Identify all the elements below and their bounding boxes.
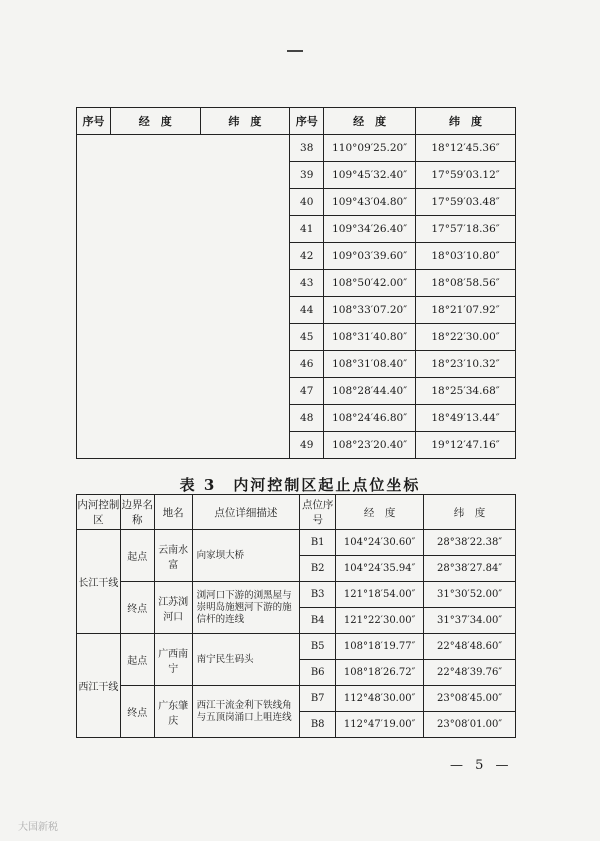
point-no-cell: B3 [300,582,336,608]
seq-cell: 47 [290,378,324,405]
latitude-cell: 18°22′30.00″ [416,324,516,351]
description-cell: 浏河口下游的浏黑屋与崇明岛施翘河下游的施信杆的连线 [192,582,300,634]
point-no-cell: B8 [300,712,336,738]
header-region: 内河控制区 [77,495,121,530]
longitude-cell: 121°22′30.00″ [336,608,424,634]
longitude-cell: 104°24′30.60″ [336,530,424,556]
longitude-cell: 110°09′25.20″ [324,135,416,162]
latitude-cell: 17°59′03.48″ [416,189,516,216]
table-row [77,582,516,608]
header-seq-right: 序号 [290,108,324,135]
longitude-cell: 108°18′19.77″ [336,634,424,660]
seq-cell: 43 [290,270,324,297]
latitude-cell: 23°08′01.00″ [424,712,516,738]
longitude-cell: 108°28′44.40″ [324,378,416,405]
latitude-cell: 31°37′34.00″ [424,608,516,634]
longitude-cell: 109°43′04.80″ [324,189,416,216]
longitude-cell: 104°24′35.94″ [336,556,424,582]
seq-cell: 46 [290,351,324,378]
table-header-row [77,108,516,135]
page-number: — 5 — [450,758,513,773]
table-row [77,634,516,660]
header-lat-right: 纬 度 [416,108,516,135]
longitude-cell: 108°31′08.40″ [324,351,416,378]
header-point-no: 点位序号 [300,495,336,530]
latitude-cell: 17°57′18.36″ [416,216,516,243]
place-cell: 江苏浏河口 [154,582,192,634]
header-description: 点位详细描述 [192,495,300,530]
longitude-cell: 108°23′20.40″ [324,432,416,459]
place-cell: 广西南宁 [154,634,192,686]
place-cell: 云南水富 [154,530,192,582]
watermark: 大国新税 [18,822,58,833]
table-row [77,686,516,712]
description-cell: 向家坝大桥 [192,530,300,582]
latitude-cell: 18°23′10.32″ [416,351,516,378]
latitude-cell: 28°38′22.38″ [424,530,516,556]
header-seq-left: 序号 [77,108,111,135]
latitude-cell: 23°08′45.00″ [424,686,516,712]
seq-cell: 41 [290,216,324,243]
longitude-cell: 121°18′54.00″ [336,582,424,608]
seq-cell: 48 [290,405,324,432]
header-lon: 经 度 [336,495,424,530]
longitude-cell: 108°50′42.00″ [324,270,416,297]
header-boundary: 边界名称 [120,495,154,530]
header-lon-left: 经 度 [110,108,200,135]
latitude-cell: 18°25′34.68″ [416,378,516,405]
header-place: 地名 [154,495,192,530]
point-no-cell: B6 [300,660,336,686]
boundary-cell: 终点 [120,582,154,634]
seq-cell: 38 [290,135,324,162]
table3-title: 表 3 内河控制区起止点位坐标 [179,476,421,494]
seq-cell: 49 [290,432,324,459]
longitude-cell: 108°31′40.80″ [324,324,416,351]
point-no-cell: B2 [300,556,336,582]
table-row [77,530,516,556]
latitude-cell: 28°38′27.84″ [424,556,516,582]
longitude-cell: 108°24′46.80″ [324,405,416,432]
seq-cell: 40 [290,189,324,216]
longitude-cell: 108°18′26.72″ [336,660,424,686]
table-header-row [77,495,516,530]
longitude-cell: 109°03′39.60″ [324,243,416,270]
header-lat-left: 纬 度 [200,108,290,135]
scan-mark [287,50,303,52]
latitude-cell: 18°03′10.80″ [416,243,516,270]
seq-cell: 44 [290,297,324,324]
place-cell: 广东肇庆 [154,686,192,738]
seq-cell: 45 [290,324,324,351]
description-cell: 西江干流金利下铁线角与五顶岗涌口上咀连线 [192,686,300,738]
latitude-cell: 18°21′07.92″ [416,297,516,324]
latitude-cell: 31°30′52.00″ [424,582,516,608]
longitude-cell: 109°34′26.40″ [324,216,416,243]
point-no-cell: B7 [300,686,336,712]
latitude-cell: 22°48′39.76″ [424,660,516,686]
header-lat: 纬 度 [424,495,516,530]
seq-cell: 42 [290,243,324,270]
latitude-cell: 18°12′45.36″ [416,135,516,162]
table-row [77,135,516,162]
boundary-cell: 终点 [120,686,154,738]
point-no-cell: B4 [300,608,336,634]
empty-left-cell [77,135,290,459]
longitude-cell: 112°47′19.00″ [336,712,424,738]
longitude-cell: 112°48′30.00″ [336,686,424,712]
point-no-cell: B5 [300,634,336,660]
longitude-cell: 109°45′32.40″ [324,162,416,189]
latitude-cell: 19°12′47.16″ [416,432,516,459]
boundary-cell: 起点 [120,530,154,582]
longitude-cell: 108°33′07.20″ [324,297,416,324]
description-cell: 南宁民生码头 [192,634,300,686]
region-name-cell: 长江干线 [77,530,121,634]
latitude-cell: 18°49′13.44″ [416,405,516,432]
inland-river-control-table [76,494,516,738]
seq-cell: 39 [290,162,324,189]
latitude-cell: 22°48′48.60″ [424,634,516,660]
latitude-cell: 18°08′58.56″ [416,270,516,297]
region-name-cell: 西江干线 [77,634,121,738]
coordinates-table-continued [76,107,516,459]
boundary-cell: 起点 [120,634,154,686]
header-lon-right: 经 度 [324,108,416,135]
point-no-cell: B1 [300,530,336,556]
latitude-cell: 17°59′03.12″ [416,162,516,189]
